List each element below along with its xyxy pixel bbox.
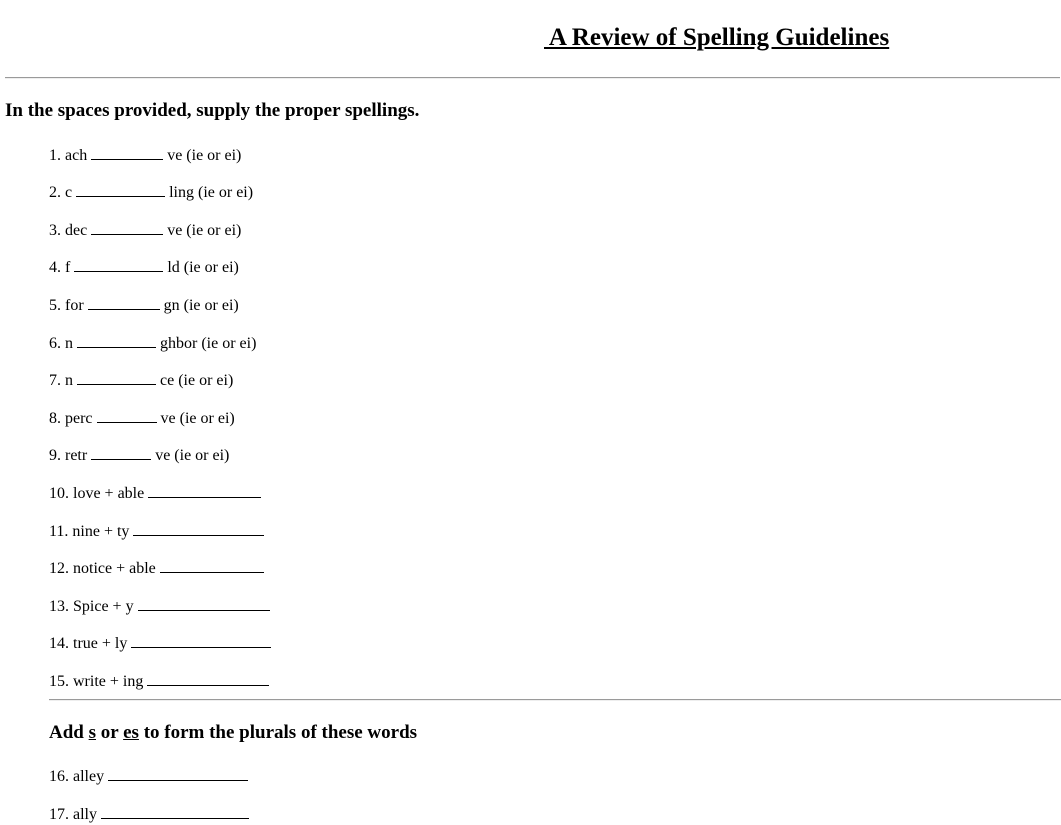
item-prefix: f xyxy=(65,259,71,276)
answer-blank[interactable] xyxy=(76,183,165,197)
answer-blank[interactable] xyxy=(148,484,261,498)
page-title: A Review of Spelling Guidelines xyxy=(544,24,890,51)
item-suffix: ld (ie or ei) xyxy=(167,259,239,276)
plurals-heading-mid: or xyxy=(96,722,124,743)
item-number: 13. xyxy=(49,598,69,615)
item-text: nine + ty xyxy=(72,523,130,540)
divider-section xyxy=(49,699,1061,701)
exercise-item xyxy=(49,767,252,787)
answer-blank[interactable] xyxy=(160,559,264,573)
exercise-item xyxy=(49,446,229,466)
item-text: true + ly xyxy=(73,635,128,652)
item-suffix: ve (ie or ei) xyxy=(167,222,242,239)
answer-blank[interactable] xyxy=(133,522,264,536)
item-number: 8. xyxy=(49,410,61,427)
divider-top xyxy=(5,77,1060,79)
exercise-item xyxy=(49,634,275,654)
item-text: love + able xyxy=(73,485,145,502)
item-suffix: gn (ie or ei) xyxy=(163,297,239,314)
instructions-heading: In the spaces provided, supply the proper spellings. xyxy=(5,100,420,121)
item-number: 2. xyxy=(49,184,61,201)
answer-blank[interactable] xyxy=(101,805,249,819)
item-number: 17. xyxy=(49,806,69,823)
exercise-item xyxy=(49,371,233,391)
exercise-item xyxy=(49,672,273,692)
exercise-item xyxy=(49,296,239,316)
item-text: alley xyxy=(73,768,105,785)
item-text: write + ing xyxy=(73,673,144,690)
plurals-heading-es: es xyxy=(123,722,139,743)
exercise-item xyxy=(49,183,253,203)
item-prefix: n xyxy=(65,372,73,389)
exercise-item xyxy=(49,522,268,542)
item-number: 15. xyxy=(49,673,69,690)
exercise-item xyxy=(49,334,256,354)
answer-blank[interactable] xyxy=(91,221,163,235)
item-prefix: c xyxy=(65,184,73,201)
item-text: ally xyxy=(73,806,97,823)
item-number: 3. xyxy=(49,222,61,239)
exercise-item xyxy=(49,409,235,429)
item-text: Spice + y xyxy=(73,598,134,615)
plurals-heading-pre: Add xyxy=(49,722,89,743)
item-suffix: ce (ie or ei) xyxy=(160,372,234,389)
answer-blank[interactable] xyxy=(77,371,156,385)
item-text: notice + able xyxy=(73,560,156,577)
exercise-item xyxy=(49,597,274,617)
answer-blank[interactable] xyxy=(91,146,163,160)
item-number: 5. xyxy=(49,297,61,314)
answer-blank[interactable] xyxy=(97,409,157,423)
item-prefix: perc xyxy=(65,410,93,427)
item-prefix: ach xyxy=(65,147,88,164)
item-suffix: ghbor (ie or ei) xyxy=(160,335,257,352)
answer-blank[interactable] xyxy=(74,258,163,272)
plurals-heading-post: to form the plurals of these words xyxy=(138,722,418,743)
answer-blank[interactable] xyxy=(138,597,270,611)
item-suffix: ve (ie or ei) xyxy=(155,447,230,464)
item-suffix: ve (ie or ei) xyxy=(160,410,235,427)
item-prefix: dec xyxy=(65,222,88,239)
plurals-heading-s: s xyxy=(88,722,97,743)
item-number: 14. xyxy=(49,635,69,652)
exercise-item xyxy=(49,258,239,278)
item-suffix: ve (ie or ei) xyxy=(167,147,242,164)
item-prefix: retr xyxy=(65,447,88,464)
item-number: 9. xyxy=(49,447,61,464)
item-number: 4. xyxy=(49,259,61,276)
item-prefix: for xyxy=(65,297,84,314)
answer-blank[interactable] xyxy=(77,334,156,348)
item-number: 10. xyxy=(49,485,69,502)
plurals-heading xyxy=(49,722,417,744)
item-number: 12. xyxy=(49,560,69,577)
item-number: 16. xyxy=(49,768,69,785)
item-number: 1. xyxy=(49,147,61,164)
answer-blank[interactable] xyxy=(131,634,271,648)
exercise-item xyxy=(49,146,241,166)
item-number: 7. xyxy=(49,372,61,389)
answer-blank[interactable] xyxy=(88,296,160,310)
exercise-item xyxy=(49,221,241,241)
answer-blank[interactable] xyxy=(108,767,248,781)
answer-blank[interactable] xyxy=(91,446,151,460)
item-suffix: ling (ie or ei) xyxy=(169,184,254,201)
exercise-item xyxy=(49,559,268,579)
item-number: 6. xyxy=(49,335,61,352)
exercise-item xyxy=(49,484,265,504)
exercise-item xyxy=(49,805,253,825)
item-number: 11. xyxy=(49,523,69,540)
answer-blank[interactable] xyxy=(147,672,269,686)
item-prefix: n xyxy=(65,335,73,352)
